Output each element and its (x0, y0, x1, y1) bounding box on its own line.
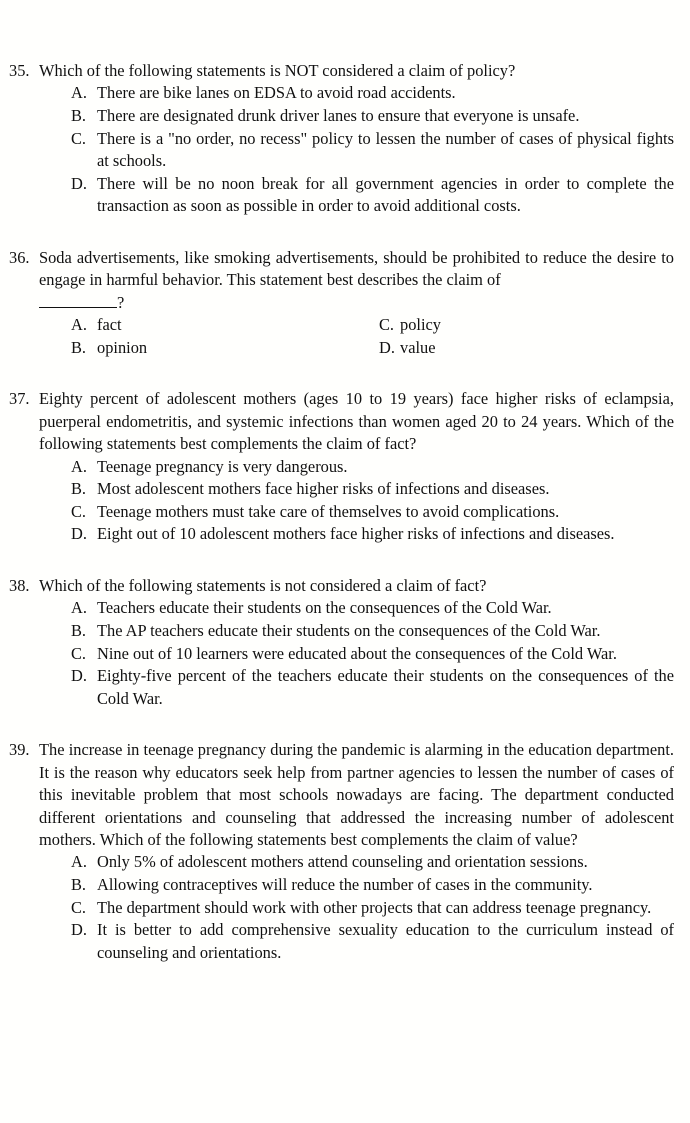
option-38-c[interactable] (9, 643, 681, 666)
option-37-d-letter: D. (71, 524, 87, 544)
option-38-d[interactable] (9, 665, 681, 710)
option-36-a-letter: A. (71, 315, 87, 335)
option-36-c-text: policy (400, 315, 441, 335)
option-39-b-text: Allowing contraceptives will reduce the number of cases in the community. (97, 874, 593, 894)
option-35-b-letter: B. (71, 106, 87, 125)
option-35-d-letter: D. (71, 173, 87, 193)
option-35-c[interactable] (9, 128, 681, 173)
question-39-number: 39. (9, 740, 30, 760)
option-37-c[interactable] (9, 501, 681, 524)
option-38-c-letter: C. (71, 643, 87, 663)
option-38-b-letter: B. (71, 620, 87, 640)
option-38-a-text: Teachers educate their students on the consequences of the Cold War. (97, 598, 552, 618)
question-37-number: 37. (9, 389, 30, 409)
question-35-number: 35. (9, 61, 30, 80)
question-38-stem-row (9, 575, 681, 597)
question-39 (9, 739, 681, 964)
question-35-stem-text: Which of the following statements is NOT considered a claim of policy? (39, 61, 516, 80)
option-38-d-letter: D. (71, 666, 87, 686)
question-36-options (9, 314, 681, 359)
option-37-c-text: Teenage mothers must take care of themselves to avoid complications. (97, 501, 560, 521)
option-35-d-text: There will be no noon break for all government agencies in order to complete the transaction as soon as possible in order to avoid additional costs. (97, 173, 674, 216)
option-35-c-text: There is a "no order, no recess" policy to lessen the number of cases of physical fights at schools. (97, 128, 674, 171)
question-38-number: 38. (9, 575, 30, 595)
option-36-c[interactable] (379, 314, 441, 337)
question-35-stem-row (9, 60, 681, 82)
option-36-b[interactable] (71, 337, 147, 360)
option-35-a-text: There are bike lanes on EDSA to avoid road accidents. (97, 83, 456, 103)
question-38 (9, 575, 681, 710)
option-39-a-text: Only 5% of adolescent mothers attend counseling and orientation sessions. (97, 852, 588, 872)
section-spacer (9, 379, 681, 388)
option-38-d-text: Eighty-five percent of the teachers educate their students on the consequences of the Cold War. (97, 666, 674, 708)
option-36-a-text: fact (97, 315, 122, 335)
option-37-d[interactable] (9, 523, 681, 546)
question-39-options (9, 851, 681, 964)
option-39-a[interactable] (9, 851, 681, 874)
option-36-a[interactable] (71, 314, 122, 337)
option-37-b[interactable] (9, 478, 681, 501)
section-spacer (9, 730, 681, 739)
option-38-a[interactable] (9, 597, 681, 620)
section-spacer (9, 238, 681, 247)
question-36 (9, 247, 681, 359)
option-37-a-letter: A. (71, 456, 87, 476)
question-35-options (9, 82, 681, 218)
question-38-options (9, 597, 681, 710)
option-38-b[interactable] (9, 620, 681, 643)
answer-blank-underline[interactable] (39, 293, 117, 308)
question-36-number: 36. (9, 247, 30, 267)
question-36-stem-text: Soda advertisements, like smoking advertisements, should be prohibited to reduce the desire to engage in harmful behavior. This statement best describes the claim of (39, 247, 674, 290)
question-36-option-row-2 (9, 337, 681, 360)
option-35-b-text: There are designated drunk driver lanes to ensure that everyone is unsafe. (97, 106, 580, 125)
question-38-stem-text: Which of the following statements is not considered a claim of fact? (39, 575, 487, 595)
option-39-c-text: The department should work with other projects that can address teenage pregnancy. (97, 897, 652, 917)
option-39-d-text: It is better to add comprehensive sexuality education to the curriculum instead of counseling and orientations. (97, 920, 674, 962)
option-37-a[interactable] (9, 456, 681, 479)
option-35-a-letter: A. (71, 83, 87, 103)
option-37-d-text: Eight out of 10 adolescent mothers face higher risks of infections and diseases. (97, 524, 615, 544)
option-39-c-letter: C. (71, 897, 87, 917)
option-36-d[interactable] (379, 337, 436, 360)
section-spacer (9, 566, 681, 575)
question-37-options (9, 456, 681, 546)
option-36-d-letter: D. (379, 337, 395, 357)
question-37-stem-text: Eighty percent of adolescent mothers (ages 10 to 19 years) face higher risks of eclampsia, puerperal endometritis, and systemic infections than women aged 20 to 24 years. Which of the following statements best complements the claim of fact? (39, 389, 674, 454)
option-38-a-letter: A. (71, 598, 87, 618)
option-35-b[interactable] (9, 105, 681, 128)
option-35-a[interactable] (9, 82, 681, 105)
question-37-stem-row (9, 388, 681, 455)
question-39-stem-text: The increase in teenage pregnancy during the pandemic is alarming in the education department. It is the reason why educators seek help from partner agencies to lessen the number of cases of this inevitable problem that most schools nowadays are facing. The department conducted different orientations and counseling that addressed the increasing number of adolescent mothers. Which of the following statements best complements the claim of value? (39, 740, 674, 849)
option-39-d[interactable] (9, 919, 681, 964)
option-36-b-letter: B. (71, 337, 87, 357)
question-36-blank-row (9, 292, 681, 314)
option-37-c-letter: C. (71, 501, 87, 521)
option-36-b-text: opinion (97, 337, 148, 357)
option-37-b-text: Most adolescent mothers face higher risks of infections and diseases. (97, 479, 550, 499)
option-37-a-text: Teenage pregnancy is very dangerous. (97, 456, 348, 476)
option-38-c-text: Nine out of 10 learners were educated about the consequences of the Cold War. (97, 643, 617, 663)
question-36-blank-suffix: ? (117, 292, 125, 312)
option-36-d-text: value (400, 337, 436, 357)
question-36-option-row-1 (9, 314, 681, 337)
question-37 (9, 388, 681, 546)
option-39-b-letter: B. (71, 874, 87, 894)
option-38-b-text: The AP teachers educate their students on the consequences of the Cold War. (97, 620, 601, 640)
question-35 (9, 60, 681, 218)
option-39-a-letter: A. (71, 852, 87, 872)
option-39-b[interactable] (9, 874, 681, 897)
option-35-c-letter: C. (71, 128, 87, 148)
option-35-d[interactable] (9, 173, 681, 218)
option-39-d-letter: D. (71, 920, 87, 940)
option-39-c[interactable] (9, 897, 681, 920)
question-39-stem-row (9, 739, 681, 851)
option-37-b-letter: B. (71, 479, 87, 499)
question-36-stem-row (9, 247, 681, 292)
option-36-c-letter: C. (379, 315, 395, 335)
